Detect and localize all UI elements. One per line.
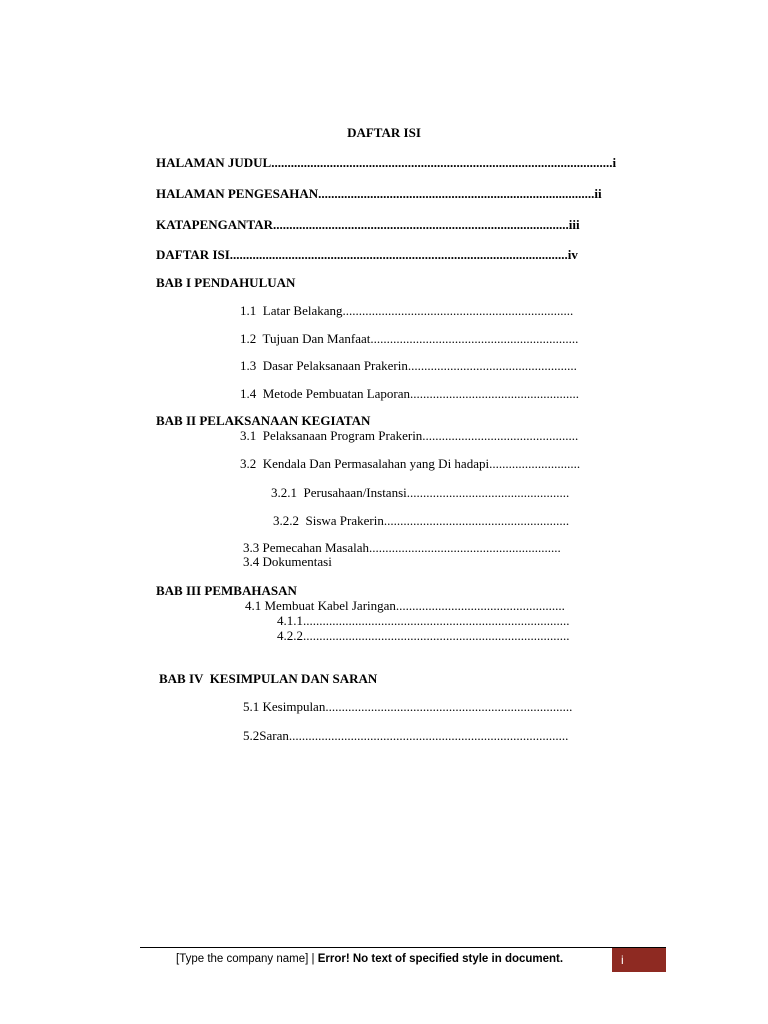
toc-heading-bab-1: BAB I PENDAHULUAN bbox=[156, 275, 296, 290]
toc-entry-1-2: 1.2 Tujuan Dan Manfaat................................................................ bbox=[240, 331, 579, 346]
toc-entry-1-4: 1.4 Metode Pembuatan Laporan.................................................... bbox=[240, 386, 580, 401]
toc-entry-5-1: 5.1 Kesimpulan............................................................................ bbox=[243, 699, 573, 714]
toc-entry-1-3: 1.3 Dasar Pelaksanaan Prakerin.................................................... bbox=[240, 358, 577, 373]
toc-entry-1-1: 1.1 Latar Belakang....................................................................... bbox=[240, 303, 574, 318]
toc-heading-bab-4: BAB IV KESIMPULAN DAN SARAN bbox=[159, 671, 378, 686]
toc-entry-3-2-1: 3.2.1 Perusahaan/Instansi.................................................. bbox=[271, 485, 570, 500]
toc-entry-3-1: 3.1 Pelaksanaan Program Prakerin................................................ bbox=[240, 428, 579, 443]
toc-heading-bab-3: BAB III PEMBAHASAN bbox=[156, 583, 297, 598]
page-title: DAFTAR ISI bbox=[347, 125, 421, 140]
toc-entry-3-4: 3.4 Dokumentasi bbox=[243, 554, 332, 569]
footer-error: Error! No text of specified style in document. bbox=[317, 953, 564, 965]
footer-page-number: i bbox=[612, 948, 666, 972]
toc-entry-daftar-isi: DAFTAR ISI........................................................................................................iv bbox=[156, 247, 578, 262]
footer-text bbox=[176, 953, 563, 965]
toc-entry-halaman-judul: HALAMAN JUDUL.........................................................................................................i bbox=[156, 155, 617, 170]
toc-entry-4-1: 4.1 Membuat Kabel Jaringan.................................................... bbox=[245, 598, 565, 613]
toc-entry-3-3: 3.3 Pemecahan Masalah........................................................... bbox=[243, 540, 561, 555]
footer-rule bbox=[140, 947, 666, 948]
toc-entry-4-2-2: 4.2.2.................................................................................. bbox=[277, 628, 570, 643]
toc-entry-5-2: 5.2Saran...................................................................................... bbox=[243, 728, 569, 743]
toc-entry-3-2-2: 3.2.2 Siswa Prakerin......................................................... bbox=[273, 513, 570, 528]
toc-entry-3-2: 3.2 Kendala Dan Permasalahan yang Di hadapi............................ bbox=[240, 456, 581, 471]
toc-entry-kata-pengantar: KATAPENGANTAR...........................................................................................iii bbox=[156, 217, 580, 232]
toc-heading-bab-2: BAB II PELAKSANAAN KEGIATAN bbox=[156, 413, 371, 428]
toc-entry-4-1-1: 4.1.1.................................................................................. bbox=[277, 613, 570, 628]
toc-entry-halaman-pengesahan: HALAMAN PENGESAHAN.....................................................................................ii bbox=[156, 186, 602, 201]
footer-company: [Type the company name] | bbox=[176, 953, 318, 965]
